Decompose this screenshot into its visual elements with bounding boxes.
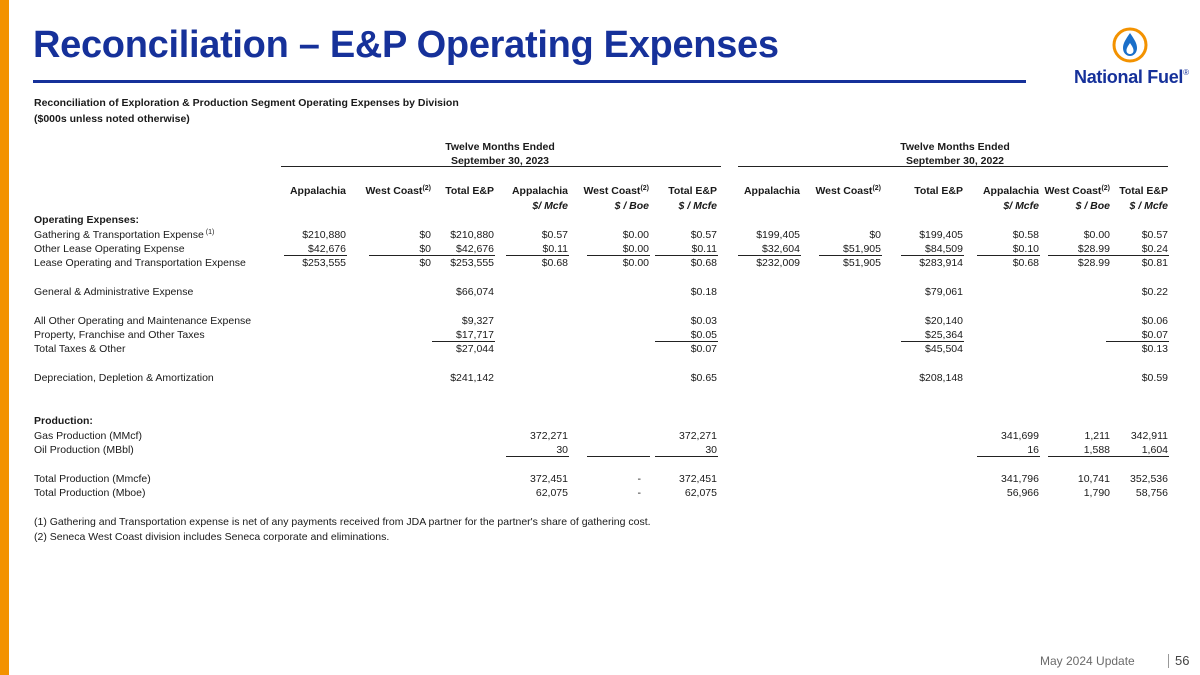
table-cell: $0.00 xyxy=(622,229,649,241)
table-cell: $0.57 xyxy=(1141,229,1168,241)
cell-underline xyxy=(506,456,569,457)
footnote: (2) Seneca West Coast division includes Seneca corporate and eliminations. xyxy=(34,531,390,543)
table-cell: $0.68 xyxy=(1012,257,1039,269)
column-header: Total E&P xyxy=(668,185,717,197)
cell-underline xyxy=(369,255,432,256)
table-cell: $0.65 xyxy=(690,372,717,384)
unit-label: $/ Mcfe xyxy=(532,200,568,212)
row-label: Oil Production (MBbl) xyxy=(34,444,134,456)
table-cell: $84,509 xyxy=(925,243,963,255)
column-header: Total E&P xyxy=(1119,185,1168,197)
cell-underline xyxy=(1106,255,1169,256)
table-cell: $45,504 xyxy=(925,343,963,355)
cell-underline xyxy=(977,255,1040,256)
row-label: General & Administrative Expense xyxy=(34,286,194,298)
table-cell: $0 xyxy=(419,257,431,269)
table-cell: $0.68 xyxy=(690,257,717,269)
table-cell: - xyxy=(637,473,641,485)
table-cell: $208,148 xyxy=(919,372,963,384)
row-label: Other Lease Operating Expense xyxy=(34,243,185,255)
table-cell: 342,911 xyxy=(1130,430,1168,442)
table-cell: $0.00 xyxy=(622,257,649,269)
cell-underline xyxy=(1106,341,1169,342)
cell-underline xyxy=(432,255,495,256)
table-cell: $32,604 xyxy=(762,243,800,255)
table-cell: $0.68 xyxy=(541,257,568,269)
table-cell: $253,555 xyxy=(450,257,494,269)
table-cell: 1,790 xyxy=(1083,487,1110,499)
table-cell: $0.58 xyxy=(1012,229,1039,241)
table-cell: $0 xyxy=(869,229,881,241)
row-label: Gathering & Transportation Expense $^{(1)}$ xyxy=(34,229,215,241)
cell-underline xyxy=(655,456,718,457)
table-cell: $51,905 xyxy=(843,257,881,269)
column-header: Appalachia xyxy=(511,185,568,197)
logo-wordmark: National Fuel® xyxy=(1074,67,1189,87)
table-cell: $0.05 xyxy=(690,329,717,341)
row-label: Total Production (Mmcfe) xyxy=(34,473,151,485)
table-cell: $232,009 xyxy=(756,257,800,269)
table-cell: $0.22 xyxy=(1141,286,1168,298)
table-cell: $0.03 xyxy=(690,315,717,327)
cell-underline xyxy=(655,255,718,256)
row-label: Depreciation, Depletion & Amortization xyxy=(34,372,214,384)
cell-underline xyxy=(1106,456,1169,457)
table-cell: $79,061 xyxy=(925,286,963,298)
row-label: Total Taxes & Other xyxy=(34,343,126,355)
column-header: Appalachia xyxy=(982,185,1039,197)
table-cell: $0.10 xyxy=(1012,243,1039,255)
table-cell: $253,555 xyxy=(302,257,346,269)
cell-underline xyxy=(977,456,1040,457)
table-cell: 341,796 xyxy=(1001,473,1039,485)
cell-underline xyxy=(738,255,801,256)
column-header: Total E&P xyxy=(914,185,963,197)
section-production: Production: xyxy=(34,415,93,427)
table-cell: $25,364 xyxy=(925,329,963,341)
period-underline xyxy=(281,166,721,167)
row-label: Total Production (Mboe) xyxy=(34,487,146,499)
footer-separator xyxy=(1168,654,1169,668)
table-cell: $0 xyxy=(419,243,431,255)
cell-underline xyxy=(1048,456,1111,457)
table-cell: $0.57 xyxy=(690,229,717,241)
cell-underline xyxy=(901,341,964,342)
page-title: Reconciliation – E&P Operating Expenses xyxy=(33,24,779,66)
table-cell: 1,604 xyxy=(1141,444,1168,456)
units-note: ($000s unless noted otherwise) xyxy=(34,113,190,125)
cell-underline xyxy=(655,341,718,342)
table-cell: $42,676 xyxy=(308,243,346,255)
table-cell: 372,451 xyxy=(530,473,568,485)
table-cell: $0.81 xyxy=(1141,257,1168,269)
unit-label: $/ Mcfe xyxy=(1003,200,1039,212)
table-cell: $20,140 xyxy=(925,315,963,327)
table-cell: $0.07 xyxy=(1141,329,1168,341)
table-cell: $283,914 xyxy=(919,257,963,269)
table-cell: $0.06 xyxy=(1141,315,1168,327)
table-cell: - xyxy=(637,487,641,499)
table-cell: 1,211 xyxy=(1084,430,1110,442)
cell-underline xyxy=(587,255,650,256)
row-label: All Other Operating and Maintenance Expense xyxy=(34,315,252,327)
table-cell: $0.57 xyxy=(541,229,568,241)
table-cell: 372,271 xyxy=(679,430,717,442)
table-cell: $0.11 xyxy=(691,243,717,255)
table-cell: $51,905 xyxy=(843,243,881,255)
cell-underline xyxy=(432,341,495,342)
table-cell: 372,271 xyxy=(530,430,568,442)
table-subtitle: Reconciliation of Exploration & Production Segment Operating Expenses by Division xyxy=(34,97,459,109)
cell-underline xyxy=(819,255,882,256)
table-cell: $66,074 xyxy=(456,286,494,298)
table-cell: $27,044 xyxy=(456,343,494,355)
table-cell: 352,536 xyxy=(1130,473,1168,485)
table-cell: $0.59 xyxy=(1141,372,1168,384)
table-cell: $0.18 xyxy=(690,286,717,298)
table-cell: $9,327 xyxy=(461,315,494,327)
table-cell: $28.99 xyxy=(1077,257,1110,269)
table-cell: 62,075 xyxy=(535,487,568,499)
table-cell: 62,075 xyxy=(684,487,717,499)
column-header: West Coast$^{(2)}$ xyxy=(815,185,881,197)
column-header: West Coast$^{(2)}$ xyxy=(583,185,649,197)
period-heading: Twelve Months Ended xyxy=(445,141,555,153)
row-label: Gas Production (MMcf) xyxy=(34,430,142,442)
table-cell: $210,880 xyxy=(450,229,494,241)
table-cell: 341,699 xyxy=(1001,430,1039,442)
row-label: Property, Franchise and Other Taxes xyxy=(34,329,205,341)
table-cell: 1,588 xyxy=(1083,444,1110,456)
page-number: 56 xyxy=(1175,653,1190,668)
column-header: West Coast$^{(2)}$ xyxy=(1044,185,1110,197)
unit-label: $ / Boe xyxy=(1075,200,1110,212)
table-cell: $241,142 xyxy=(450,372,494,384)
table-cell: 56,966 xyxy=(1006,487,1039,499)
column-header: Appalachia xyxy=(289,185,346,197)
table-cell: $199,405 xyxy=(919,229,963,241)
cell-underline xyxy=(587,456,650,457)
table-cell: $0.00 xyxy=(622,243,649,255)
table-cell: $17,717 xyxy=(456,329,494,341)
section-operating-expenses: Operating Expenses: xyxy=(34,214,140,226)
table-cell: $0.13 xyxy=(1141,343,1168,355)
table-cell: 30 xyxy=(705,444,717,456)
cell-underline xyxy=(901,255,964,256)
period-date: September 30, 2022 xyxy=(905,155,1005,167)
period-date: September 30, 2023 xyxy=(450,155,550,167)
table-cell: $199,405 xyxy=(756,229,800,241)
cell-underline xyxy=(1048,255,1111,256)
table-cell: $210,880 xyxy=(302,229,346,241)
cell-underline xyxy=(284,255,347,256)
unit-label: $ / Mcfe xyxy=(678,200,717,212)
footer-date: May 2024 Update xyxy=(1040,654,1135,668)
cell-underline xyxy=(506,255,569,256)
period-underline xyxy=(738,166,1168,167)
unit-label: $ / Boe xyxy=(614,200,649,212)
table-cell: $0.00 xyxy=(1083,229,1110,241)
table-cell: 16 xyxy=(1027,444,1039,456)
period-heading: Twelve Months Ended xyxy=(900,141,1010,153)
table-cell: $0.11 xyxy=(542,243,568,255)
table-cell: $28.99 xyxy=(1077,243,1110,255)
table-cell: 10,741 xyxy=(1077,473,1110,485)
table-cell: $0 xyxy=(419,229,431,241)
footnote: (1) Gathering and Transportation expense is net of any payments received from JDA partner for the partner's share of gathering cost. xyxy=(34,516,651,528)
table-cell: $0.07 xyxy=(690,343,717,355)
unit-label: $ / Mcfe xyxy=(1129,200,1168,212)
table-cell: $0.24 xyxy=(1141,243,1168,255)
table-cell: 372,451 xyxy=(679,473,717,485)
table-cell: $42,676 xyxy=(456,243,494,255)
row-label: Lease Operating and Transportation Expense xyxy=(34,257,246,269)
table-cell: 30 xyxy=(556,444,568,456)
table-cell: 58,756 xyxy=(1135,487,1168,499)
column-header: Appalachia xyxy=(743,185,800,197)
column-header: Total E&P xyxy=(445,185,494,197)
column-header: West Coast$^{(2)}$ xyxy=(365,185,431,197)
